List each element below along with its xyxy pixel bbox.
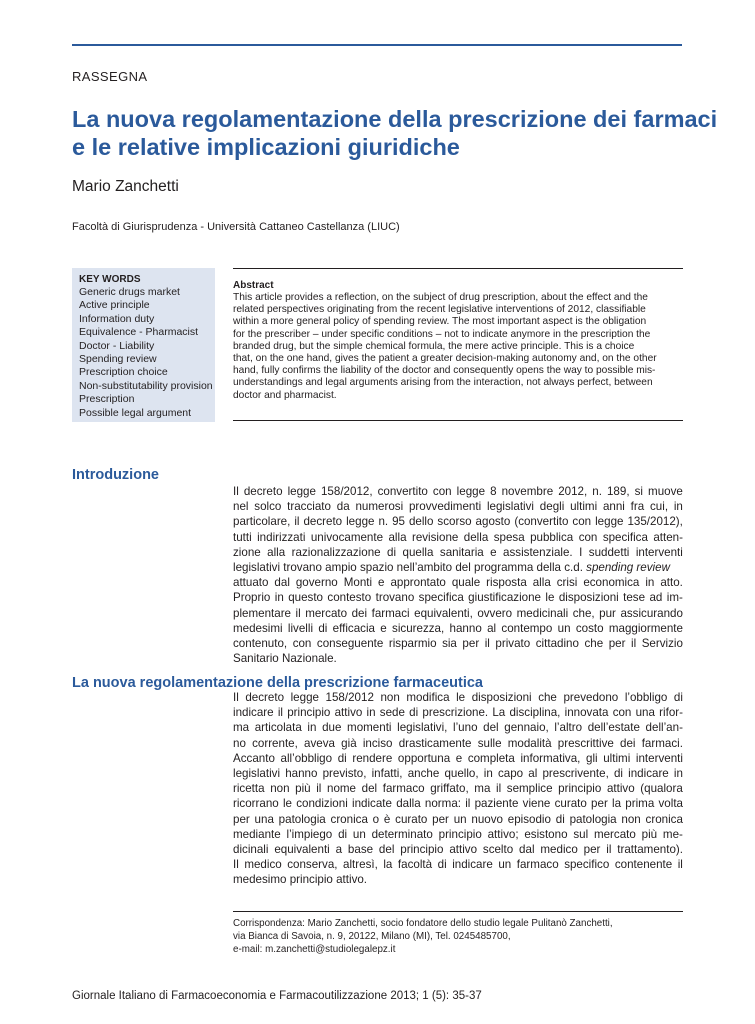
body-line: contenuto, con conseguente risparmio sia per il privato cittadino che per il Servizio bbox=[233, 637, 683, 651]
body-line: Il decreto legge 158/2012, convertito con legge 8 novembre 2012, n. 189, si muove bbox=[233, 485, 683, 498]
body-line: tutti indirizzati univocamente alla revisione della spesa pubblica con specifica atten- bbox=[233, 530, 683, 544]
abstract-line: that, on the one hand, gives the patient a greater decision-making autonomy and, on the other bbox=[233, 353, 657, 365]
body-line: Accanto all’obbligo di rendere opportuna e completa informativa, gli ultimi interventi bbox=[233, 751, 683, 765]
correspondence-rule bbox=[233, 911, 683, 912]
body-line: medesimo principio attivo. bbox=[233, 873, 368, 887]
body-line: indicare il principio attivo in sede di prescrizione. La disciplina, innovata con una rifor- bbox=[233, 706, 683, 720]
body-line-text: legislativi trovano ampio spazio nell’ambito del programma della c.d. bbox=[233, 561, 583, 575]
body-line: plementare il mercato dei farmaci equivalenti, ovvero medicinali che, pur assicurando bbox=[233, 606, 683, 620]
abstract-line: within a more general policy of spending review. The most important aspect is the obligation bbox=[233, 316, 647, 328]
keyword-item: Prescription choice bbox=[79, 366, 168, 379]
body-line: dicinali equivalenti a base del principio attivo scelto dal medico per il trattamento). bbox=[233, 843, 683, 857]
abstract-title: Abstract bbox=[233, 280, 274, 291]
keyword-item: Information duty bbox=[79, 312, 155, 325]
body-line: Sanitario Nazionale. bbox=[233, 652, 337, 666]
correspondence bbox=[233, 917, 683, 956]
article-title-line: e le relative implicazioni giuridiche bbox=[72, 134, 460, 160]
correspondence-line: via Bianca di Savoia, n. 9, 20122, Milano (MI), Tel. 0245485700, bbox=[233, 931, 511, 942]
body-line: attuato dal governo Monti e approntato quale risposta alla crisi economica in atto. bbox=[233, 576, 683, 590]
body-line: ma articolata in due momenti legislativi, l’uno del gennaio, l’altro dell’estate dell’an- bbox=[233, 721, 683, 735]
keywords-title: KEY WORDS bbox=[79, 274, 141, 285]
keyword-item: Spending review bbox=[79, 353, 157, 366]
correspondence-line: Corrispondenza: Mario Zanchetti, socio fondatore dello studio legale Pulitanò Zanchetti, bbox=[233, 918, 613, 929]
section-body-introduzione bbox=[233, 484, 683, 666]
abstract-line: branded drug, but the simple chemical formula, the mere active principle. This is a choice bbox=[233, 340, 635, 352]
keyword-item: Prescription bbox=[79, 393, 135, 406]
body-line: legislativi hanno previsto, infatti, anche quello, in capo al prescrivente, di indicare in bbox=[233, 767, 683, 781]
abstract-rule-top bbox=[233, 268, 683, 269]
section-heading-introduzione: Introduzione bbox=[72, 467, 159, 483]
body-line: mediante l’impiego di un determinato principio attivo; esistono sul mercato più me- bbox=[233, 827, 683, 841]
article-title bbox=[72, 105, 718, 161]
correspondence-email: e-mail: m.zanchetti@studiolegalepz.it bbox=[233, 944, 396, 955]
abstract-line: related perspectives originating from the recent legislative interventions of 2012, classifiable bbox=[233, 304, 646, 316]
body-line: particolare, il decreto legge n. 95 dello scorso agosto (convertito con legge 135/2012), bbox=[233, 515, 683, 529]
italic-term: spending review bbox=[586, 561, 670, 575]
body-line: Proprio in questo contesto trovano specifica giustificazione le disposizioni tese ad im- bbox=[233, 591, 683, 605]
body-line bbox=[233, 560, 683, 575]
abstract-line: doctor and pharmacist. bbox=[233, 389, 337, 401]
author-affiliation: Facoltà di Giurisprudenza - Università Cattaneo Castellanza (LIUC) bbox=[72, 221, 400, 233]
section-tag: RASSEGNA bbox=[72, 69, 148, 84]
abstract-line: understandings and legal arguments arising from the interaction, not always perfect, between bbox=[233, 377, 653, 389]
abstract-line: for the prescriber – under specific conditions – not to indicate anymore in the prescription the bbox=[233, 328, 651, 340]
keyword-item: Possible legal argument bbox=[79, 406, 192, 419]
abstract-line: hand, fully confirms the liability of the doctor and consequently opens the way to possible mis- bbox=[233, 365, 656, 377]
body-line: ricorrano le condizioni indicate dalla norma: il paziente viene curato per la prima volta bbox=[233, 797, 683, 811]
article-title-line: La nuova regolamentazione della prescrizione dei farmaci bbox=[72, 106, 718, 132]
body-line: medesimi livelli di efficacia e sicurezza, hanno al contempo un costo maggiormente bbox=[233, 621, 683, 635]
journal-citation: Giornale Italiano di Farmacoeconomia e Farmacoutilizzazione 2013; 1 (5): 35-37 bbox=[72, 990, 482, 1002]
keyword-item: Non-substitutability provision bbox=[79, 379, 213, 392]
body-line: no corrente, aveva già inciso drasticamente sulle modalità prescrittive dei farmaci. bbox=[233, 736, 683, 750]
keyword-item: Generic drugs market bbox=[79, 286, 180, 298]
keyword-item: Doctor - Liability bbox=[79, 339, 155, 352]
keyword-item: Equivalence - Pharmacist bbox=[79, 326, 199, 339]
body-line: ricetta non più il nome del farmaco griffato, ma il semplice principio attivo (qualora bbox=[233, 782, 683, 796]
body-line: Il decreto legge 158/2012 non modifica le disposizioni che prevedono l’obbligo di bbox=[233, 691, 683, 704]
abstract-rule-bottom bbox=[233, 420, 683, 421]
abstract bbox=[233, 280, 683, 402]
keyword-item: Active principle bbox=[79, 299, 150, 312]
keywords-box bbox=[72, 268, 215, 422]
section-heading-nuova-regolamentazione: La nuova regolamentazione della prescrizione farmaceutica bbox=[72, 675, 483, 691]
header-rule bbox=[72, 44, 682, 46]
body-line: Il medico conserva, altresì, la facoltà di indicare un farmaco specifico contenente il bbox=[233, 858, 683, 872]
body-line: zione alla razionalizzazione di quella sanitaria e assistenziale. I suddetti interventi bbox=[233, 545, 683, 559]
section-body-nuova-regolamentazione bbox=[233, 690, 683, 888]
abstract-line: This article provides a reflection, on the subject of drug prescription, about the effect and the bbox=[233, 292, 648, 303]
author-name: Mario Zanchetti bbox=[72, 178, 179, 195]
body-line: nel solco tracciato da numerosi provvedimenti legislativi degli ultimi anni fra cui, in bbox=[233, 500, 683, 514]
body-line: per una patologia cronica o è curato per un nuovo episodio di patologia non cronica bbox=[233, 812, 683, 826]
